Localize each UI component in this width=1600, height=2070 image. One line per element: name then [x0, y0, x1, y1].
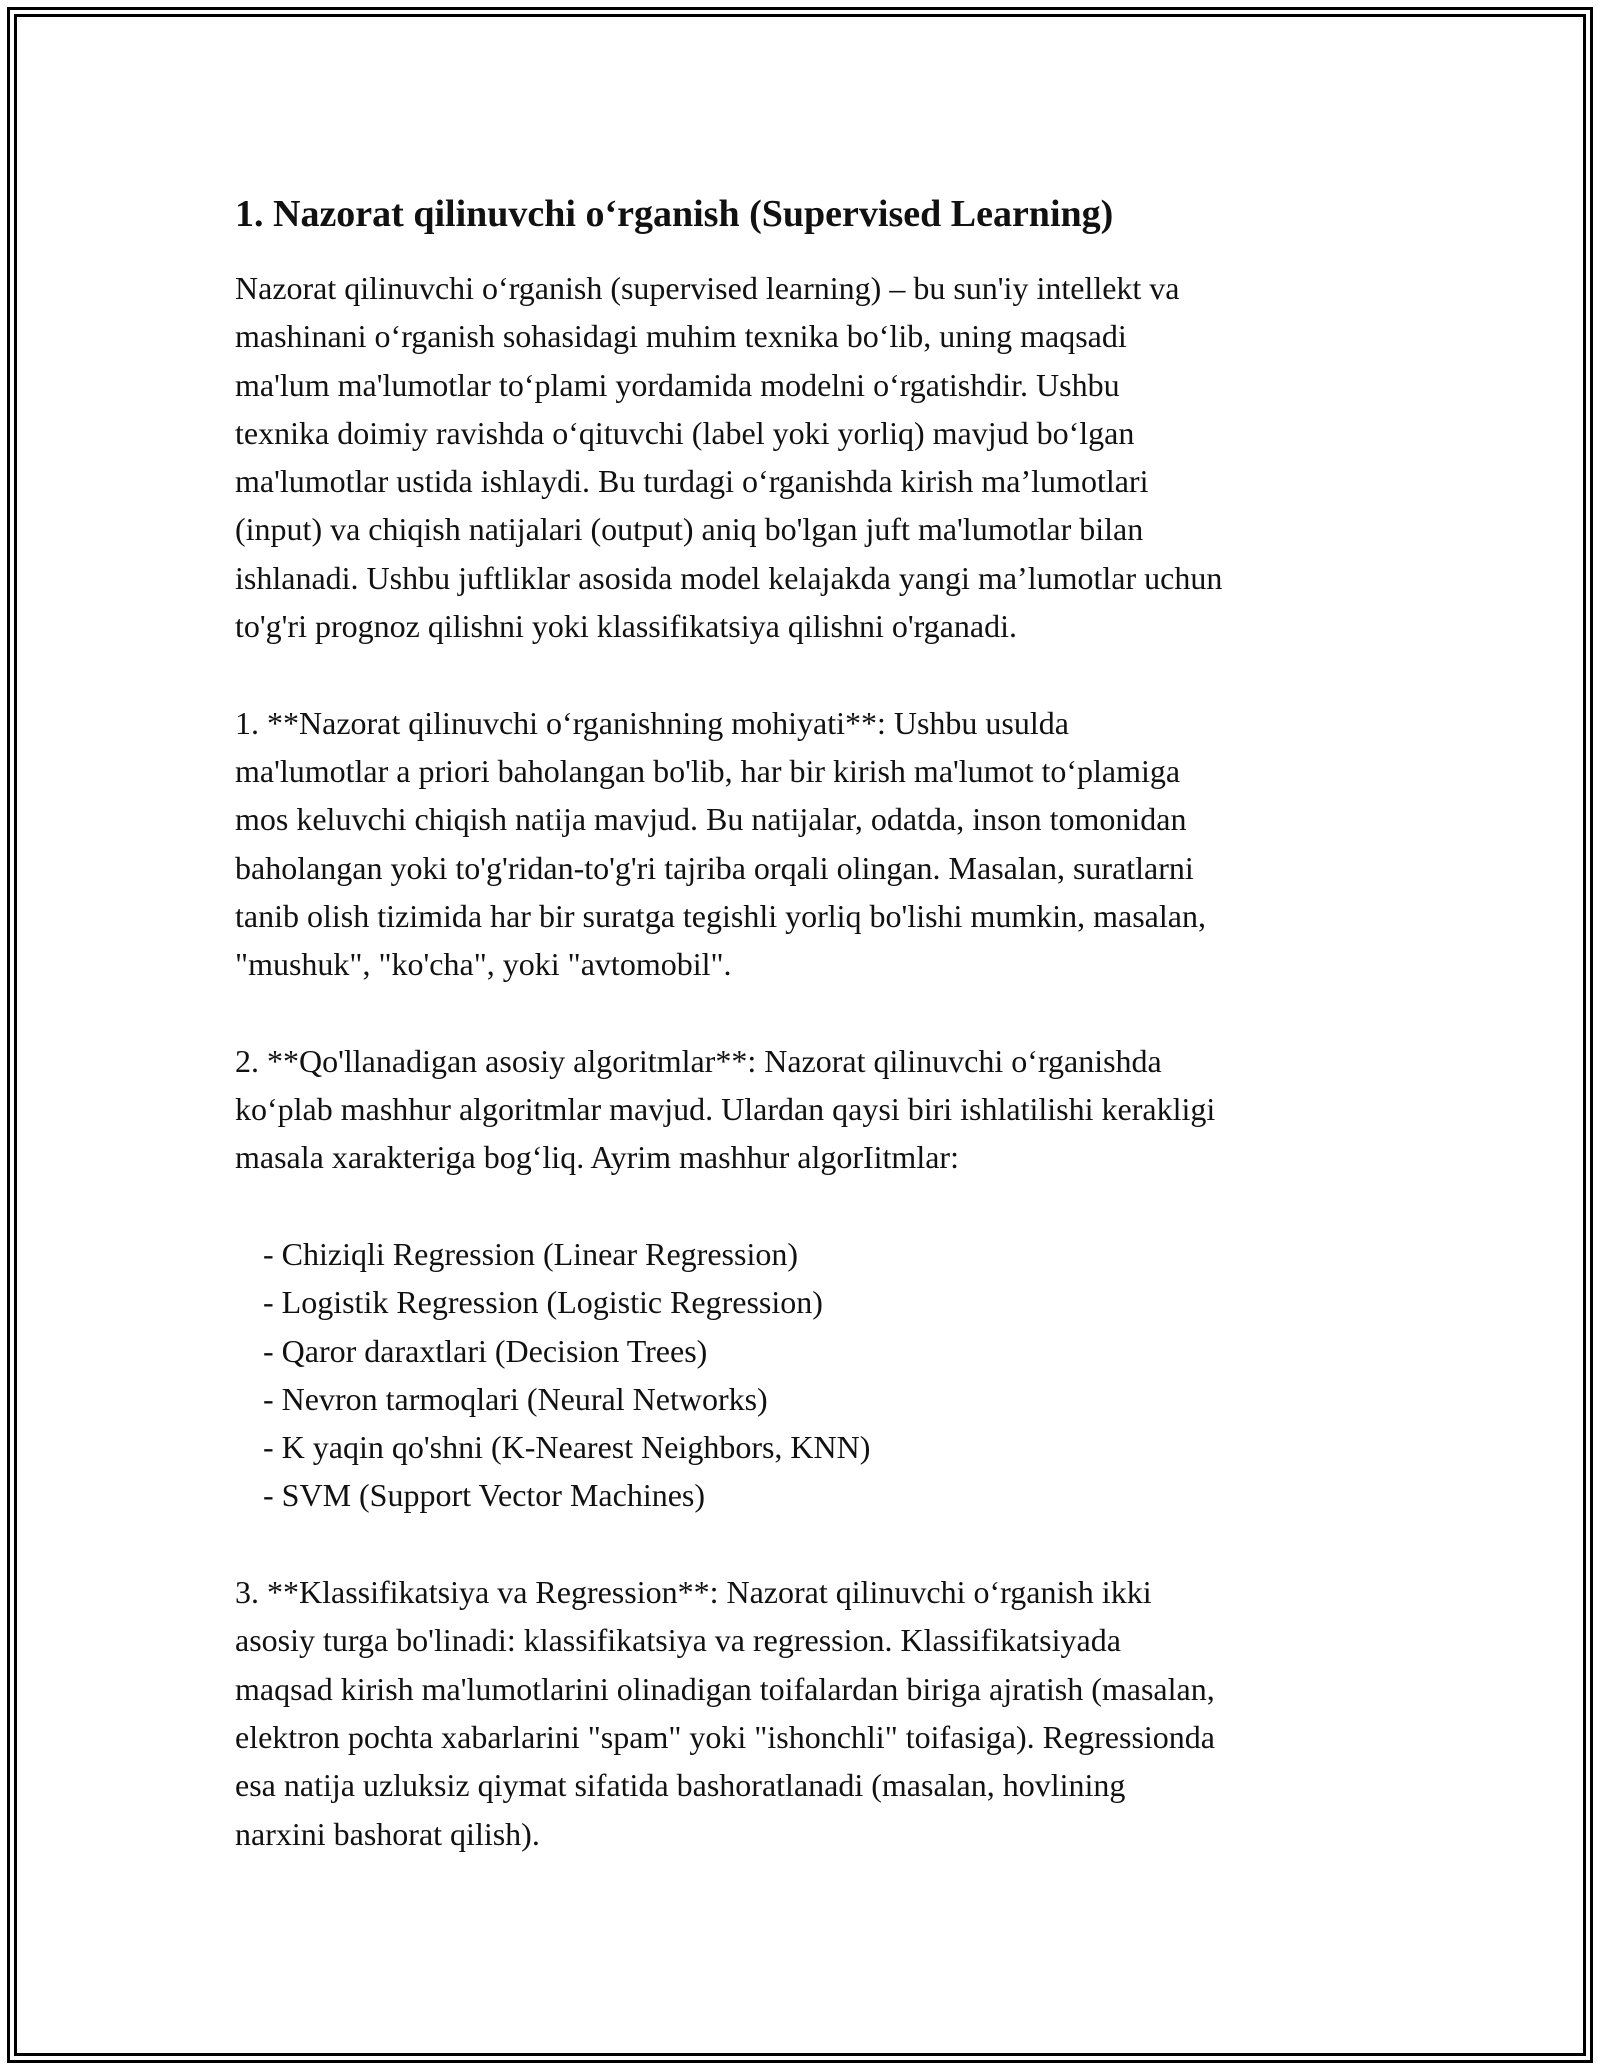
- text-line: masala xarakteriga bog‘liq. Ayrim mashhur algorIitmlar:: [235, 1139, 959, 1176]
- list-item: - K yaqin qo'shni (K-Nearest Neighbors, KNN): [263, 1429, 871, 1466]
- paragraph-gap: [235, 650, 1385, 698]
- paragraph-gap: [235, 1520, 1385, 1568]
- list-item: - Chiziqli Regression (Linear Regression): [263, 1235, 798, 1272]
- text-line: ishlanadi. Ushbu juftliklar asosida model kelajakda yangi ma’lumotlar uchun: [235, 559, 1223, 596]
- text-line: narxini bashorat qilish).: [235, 1815, 540, 1852]
- section-3-paragraph: [235, 1568, 1385, 1858]
- algorithm-list: [235, 1230, 1385, 1520]
- section-1-paragraph: [235, 699, 1385, 989]
- text-line: asosiy turga bo'linadi: klassifikatsiya va regression. Klassifikatsiyada: [235, 1622, 1121, 1659]
- text-line: 2. **Qo'llanadigan asosiy algoritmlar**: Nazorat qilinuvchi o‘rganishda: [235, 1042, 1162, 1079]
- document-title: 1. Nazorat qilinuvchi o‘rganish (Supervised Learning): [235, 193, 1114, 235]
- text-line: texnika doimiy ravishda o‘qituvchi (label yoki yorliq) mavjud bo‘lgan: [235, 414, 1135, 451]
- text-line: mos keluvchi chiqish natija mavjud. Bu natijalar, odatda, inson tomonidan: [235, 801, 1187, 838]
- document-body: [235, 186, 1385, 1858]
- text-line: ko‘plab mashhur algoritmlar mavjud. Ulardan qaysi biri ishlatilishi kerakligi: [235, 1091, 1216, 1128]
- text-line: ma'lumotlar ustida ishlaydi. Bu turdagi o‘rganishda kirish ma’lumotlari: [235, 463, 1149, 500]
- list-item: - SVM (Support Vector Machines): [263, 1477, 706, 1514]
- text-line: Nazorat qilinuvchi o‘rganish (supervised learning) – bu sun'iy intellekt va: [235, 270, 1180, 306]
- text-line: 3. **Klassifikatsiya va Regression**: Nazorat qilinuvchi o‘rganish ikki: [235, 1574, 1152, 1611]
- paragraph-gap: [235, 988, 1385, 1036]
- text-line: to'g'ri prognoz qilishni yoki klassifikatsiya qilishni o'rganadi.: [235, 608, 1017, 645]
- text-line: esa natija uzluksiz qiymat sifatida bashoratlanadi (masalan, hovlining: [235, 1767, 1126, 1804]
- text-line: baholangan yoki to'g'ridan-to'g'ri tajriba orqali olingan. Masalan, suratlarni: [235, 849, 1194, 886]
- text-line: tanib olish tizimida har bir suratga tegishli yorliq bo'lishi mumkin, masalan,: [235, 897, 1206, 934]
- text-line: (input) va chiqish natijalari (output) aniq bo'lgan juft ma'lumotlar bilan: [235, 511, 1144, 548]
- text-line: elektron pochta xabarlarini "spam" yoki "ishonchli" toifasiga). Regressionda: [235, 1718, 1215, 1755]
- text-line: ma'lum ma'lumotlar to‘plami yordamida modelni o‘rgatishdir. Ushbu: [235, 366, 1120, 403]
- text-line: 1. **Nazorat qilinuvchi o‘rganishning mohiyati**: Ushbu usulda: [235, 704, 1069, 741]
- paragraph-gap: [235, 1182, 1385, 1230]
- text-line: "mushuk", "ko'cha", yoki "avtomobil".: [235, 946, 732, 983]
- list-item: - Nevron tarmoqlari (Neural Networks): [263, 1380, 768, 1417]
- list-item: - Qaror daraxtlari (Decision Trees): [263, 1332, 708, 1369]
- text-line: maqsad kirish ma'lumotlarini olinadigan toifalardan biriga ajratish (masalan,: [235, 1670, 1215, 1707]
- section-2-paragraph: [235, 1037, 1385, 1182]
- text-line: mashinani o‘rganish sohasidagi muhim texnika bo‘lib, uning maqsadi: [235, 318, 1127, 355]
- list-item: - Logistik Regression (Logistic Regression): [263, 1284, 823, 1321]
- intro-paragraph: [235, 264, 1385, 650]
- text-line: ma'lumotlar a priori baholangan bo'lib, har bir kirish ma'lumot to‘plamiga: [235, 752, 1181, 789]
